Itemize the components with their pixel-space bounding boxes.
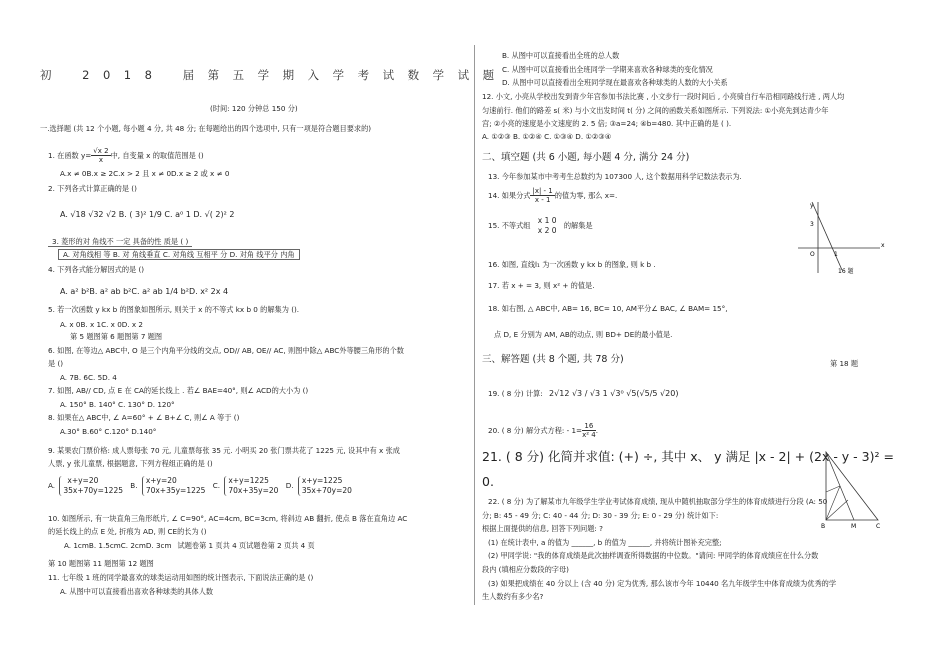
q9-d-eq2: 35x+70y=20 xyxy=(301,485,352,495)
question-22-cont-2: 根据上面提供的信息, 回答下列问题: ? xyxy=(482,524,603,533)
question-8: 8. 如果在△ ABC中, ∠ A=60° + ∠ B+∠ C, 则∠ A 等于 () xyxy=(48,413,240,422)
q10-options-text: A. 1cmB. 1.5cmC. 2cmD. 3cm xyxy=(64,541,172,550)
q9-option-a-label: A. xyxy=(48,480,56,490)
q9-b-eq2: 70x+35y=1225 xyxy=(145,485,206,495)
q15-system xyxy=(535,216,560,236)
fig18-label-m: M xyxy=(851,523,857,530)
q9-a-eq2: 35x+70y=1225 xyxy=(63,485,123,495)
q9-option-d-label: D. xyxy=(285,480,294,490)
question-19 xyxy=(488,389,678,399)
q9-option-c-label: C. xyxy=(212,480,221,490)
q1-prefix: 1. 在函数 y= xyxy=(48,150,92,160)
fig16-origin: O xyxy=(810,251,815,258)
question-17: 17. 若 x + = 3, 则 x² + 的值是. xyxy=(488,281,595,290)
fig16-tick-3: 3 xyxy=(810,221,814,228)
q1-options: A.x ≠ 0B.x ≥ 2C.x > 2 且 x ≠ 0D.x ≥ 2 或 x ≠ 0 xyxy=(60,169,230,178)
q22-part-3-cont: 生人数约有多少名? xyxy=(482,592,544,601)
q10-options xyxy=(64,542,315,551)
q8-options: A.30° B.60° C.120° D.140° xyxy=(60,427,157,436)
q14-denominator: x - 1 xyxy=(534,196,551,205)
question-12-cont-1: 匀速前行. 他们的路差 s( 米) 与小文出发时间 t( 分) 之间的函数关系如图所示. 下列说法: ①小亮先到达青少年 xyxy=(482,106,829,115)
q12-options: A. ①②③ B. ①②④ C. ①③④ D. ①②③④ xyxy=(482,132,612,141)
q9-d-eq1: x+y=1225 xyxy=(301,476,343,485)
fig16-x-label: x xyxy=(881,242,885,249)
fig16-caption: 16 题 xyxy=(838,268,854,275)
question-18: 18. 如右图, △ ABC中, AB= 16, BC= 10, AM平分∠ BAC, ∠ BAM= 15°, xyxy=(488,304,728,313)
question-10: 10. 如图所示, 有一块直角三角形纸片, ∠ C=90°, AC=4cm, BC=3cm, 将斜边 AB 翻折, 使点 B 落在直角边 AC xyxy=(48,514,408,523)
q11-option-b: B. 从图中可以直接看出全班的总人数 xyxy=(502,51,620,60)
page-footer: 试题卷第 1 页共 4 页试题卷第 2 页共 4 页 xyxy=(177,541,315,550)
q9-b-eq1: x+y=20 xyxy=(145,476,177,485)
figure-caption-10-12: 第 10 题图第 11 题图第 12 题图 xyxy=(48,559,154,568)
left-column xyxy=(40,0,508,658)
exam-title: 初 2018 届第五学期入学考试数学试题 xyxy=(40,68,508,82)
question-3 xyxy=(48,238,192,247)
figure-18 xyxy=(818,448,884,530)
q22-part-1: (1) 在统计表中, a 的值为 ______, b 的值为 ______, 并将统计图补充完整; xyxy=(488,538,722,547)
question-15 xyxy=(488,216,593,236)
q14-fraction xyxy=(530,187,554,205)
q2-options: A. √18 √32 √2 B. ( 3)² 1/9 C. a⁰ 1 D. √( 2)² 2 xyxy=(60,210,235,219)
q11-option-c: C. 从图中可以直接看出全班同学一学期来喜欢各种球类的变化情况 xyxy=(502,65,713,74)
question-22: 22. ( 8 分) 为了解某市九年级学生学业考试体育成绩, 现从中随机抽取部分学生的体育成绩进行分段 (A: 50 xyxy=(488,497,828,506)
question-12-cont-2: 宫; ②小亮的速度是小文速度的 2. 5 倍; ③a=24; ④b=480. 其中正确的是 ( ). xyxy=(482,119,732,128)
figure-16 xyxy=(790,198,890,278)
fig18-helper-line xyxy=(826,500,848,520)
question-21: 21. ( 8 分) 化简并求值: (+) ÷, 其中 x、 y 满足 |x - 2| + (2x - y - 3)² = xyxy=(482,449,894,464)
q7-options: A. 150° B. 140° C. 130° D. 120° xyxy=(60,400,175,409)
q1-denominator: x xyxy=(98,156,103,165)
q15-prefix: 15. 不等式组 xyxy=(488,220,531,230)
q9-option-d xyxy=(298,476,355,496)
question-16: 16. 如图, 直线l₁ 为一次函数 y kx b 的图象, 则 k b . xyxy=(488,260,656,269)
question-2: 2. 下列各式计算正确的是 () xyxy=(48,184,137,193)
q1-suffix: 中, 自变量 x 的取值范围是 () xyxy=(110,150,204,160)
figure-caption-5-7: 第 5 题图第 6 题图第 7 题图 xyxy=(70,332,163,341)
q14-suffix: 的值为零, 那么 x=. xyxy=(554,190,618,200)
question-18-cont: 点 D, E 分别为 AM, AB的动点, 则 BD+ DE的最小值是. xyxy=(494,330,673,339)
question-14 xyxy=(488,187,617,205)
q5-options: A. x 0B. x 1C. x 0D. x 2 xyxy=(60,320,143,329)
q22-part-2-cont: 段内 (填相应分数段的字母) xyxy=(482,565,569,574)
q19-prefix: 19. ( 8 分) 计算: xyxy=(488,389,543,398)
question-9: 9. 某果农门票价格: 成人票每张 70 元, 儿童票每张 35 元. 小明买 20 张门票共花了 1225 元, 设其中有 x 张成 xyxy=(48,446,400,455)
q9-options xyxy=(48,476,357,496)
q11-option-d: D. 从图中可以直接看出全班同学现在最喜欢各种球类的人数的大小关系 xyxy=(502,78,728,87)
q20-prefix: 20. ( 8 分) 解分式方程: - 1= xyxy=(488,425,583,435)
question-12: 12. 小文, 小亮从学校出发到青少年宫参加书法比赛 , 小文步行一段时间后 , 小亮骑自行车沿相同路线行进 , 两人均 xyxy=(482,92,845,101)
question-13: 13. 今年参加某市中考考生总数约为 107300 人, 这个数据用科学记数法表示为. xyxy=(488,172,742,181)
q22-part-3: (3) 如果把成绩在 40 分以上 (含 40 分) 定为优秀, 那么该市今年 10440 名九年级学生中体育成绩为优秀的学 xyxy=(488,579,837,588)
q20-denominator: x² 4 xyxy=(582,431,596,440)
figure-18-caption: 第 18 题 xyxy=(830,359,859,368)
q3-options-box: A. 对角线相 等 B. 对 角线垂直 C. 对角线 互相平 分 D. 对角 线平分 内角 xyxy=(58,249,300,260)
q9-option-c xyxy=(224,476,281,496)
q14-prefix: 14. 如果分式 xyxy=(488,190,531,200)
q9-option-b xyxy=(142,476,209,496)
question-21-cont: 0. xyxy=(482,474,494,489)
section-2-heading: 二、填空题 (共 6 小题, 每小题 4 分, 满分 24 分) xyxy=(482,152,690,163)
fig16-line-l1 xyxy=(812,202,842,270)
q9-option-b-label: B. xyxy=(130,480,138,490)
question-1 xyxy=(48,147,204,165)
fig16-tick-1: 1 xyxy=(834,251,838,258)
right-column xyxy=(480,0,910,658)
question-11: 11. 七年级 1 班的同学最喜欢的球类运动用如图的统计图表示, 下面说法正确的是 () xyxy=(48,573,314,582)
section-1-heading: 一.选择题 (共 12 个小题, 每小题 4 分, 共 48 分; 在每题给出的四个选项中, 只有一项是符合题目要求的) xyxy=(40,124,372,133)
q11-option-a: A. 从图中可以直接看出喜欢各种球类的具体人数 xyxy=(60,587,214,596)
q9-option-a xyxy=(59,476,126,496)
q9-a-eq1: x+y=20 xyxy=(67,476,99,485)
q3-options xyxy=(58,251,300,260)
q14-numerator: |x| - 1 xyxy=(532,187,553,195)
question-20 xyxy=(488,422,598,440)
q15-ineq1: x 1 0 xyxy=(537,216,557,225)
q20-numerator: 16 xyxy=(582,422,596,431)
q9-c-eq1: x+y=1225 xyxy=(228,476,269,485)
fig18-label-b: B xyxy=(821,523,826,530)
q22-part-2: (2) 甲同学说: "我的体育成绩是此次抽样调查所得数据的中位数。"请问: 甲同学的体育成绩应在什么分数 xyxy=(488,551,819,560)
question-9-cont: 人票, y 张儿童票, 根据题意, 下列方程组正确的是 () xyxy=(48,459,213,468)
q19-expression: 2√12 √3 / √3 1 √3⁰ √5(√5/5 √20) xyxy=(549,389,679,398)
q6-options: A. 7B. 6C. 5D. 4 xyxy=(60,373,117,382)
fig18-label-c: C xyxy=(876,523,881,530)
section-3-heading: 三、解答题 (共 8 个题, 共 78 分) xyxy=(482,354,624,365)
exam-info: (时间: 120 分钟总 150 分) xyxy=(210,104,298,113)
question-6-cont: 是 () xyxy=(48,359,64,368)
fig18-triangle xyxy=(826,452,878,520)
q1-fraction xyxy=(91,147,110,165)
fig16-y-label: y xyxy=(810,202,814,209)
q20-suffix: . xyxy=(595,425,598,435)
q15-ineq2: x 2 0 xyxy=(537,225,557,235)
q9-c-eq2: 70x+35y=20 xyxy=(228,485,279,495)
question-5: 5. 若一次函数 y kx b 的图象如图所示, 则关于 x 的不等式 kx b 0 的解集为 (). xyxy=(48,305,300,314)
q4-options: A. a² b²B. a² ab b²C. a² ab 1/4 b²D. x² 2x 4 xyxy=(60,287,229,296)
question-22-cont-1: 分; B: 45 - 49 分; C: 40 - 44 分; D: 30 - 39 分; E: 0 - 29 分) 统计如下: xyxy=(482,511,719,520)
q20-fraction xyxy=(582,422,596,440)
question-7: 7. 如图, AB// CD, 点 E 在 CA的延长线上 . 若∠ BAE=40°, 则∠ ACD的大小为 () xyxy=(48,386,309,395)
question-4: 4. 下列各式能分解因式的是 () xyxy=(48,265,145,274)
column-divider xyxy=(474,45,475,605)
question-10-cont: 的延长线上的点 E 处, 折痕为 AD, 则 CE的长为 () xyxy=(48,527,207,536)
q15-suffix: 的解集是 xyxy=(563,220,593,230)
q3-stem: 3. 菱形的对 角线不 一定 具备的性 质是 ( ) xyxy=(48,237,192,247)
q1-numerator: √x 2 xyxy=(93,147,109,155)
question-6: 6. 如图, 在等边△ ABC中, O 是三个内角平分线的交点, OD// AB, OE// AC, 则图中除△ ABC外等腰三角形的个数 xyxy=(48,346,404,355)
